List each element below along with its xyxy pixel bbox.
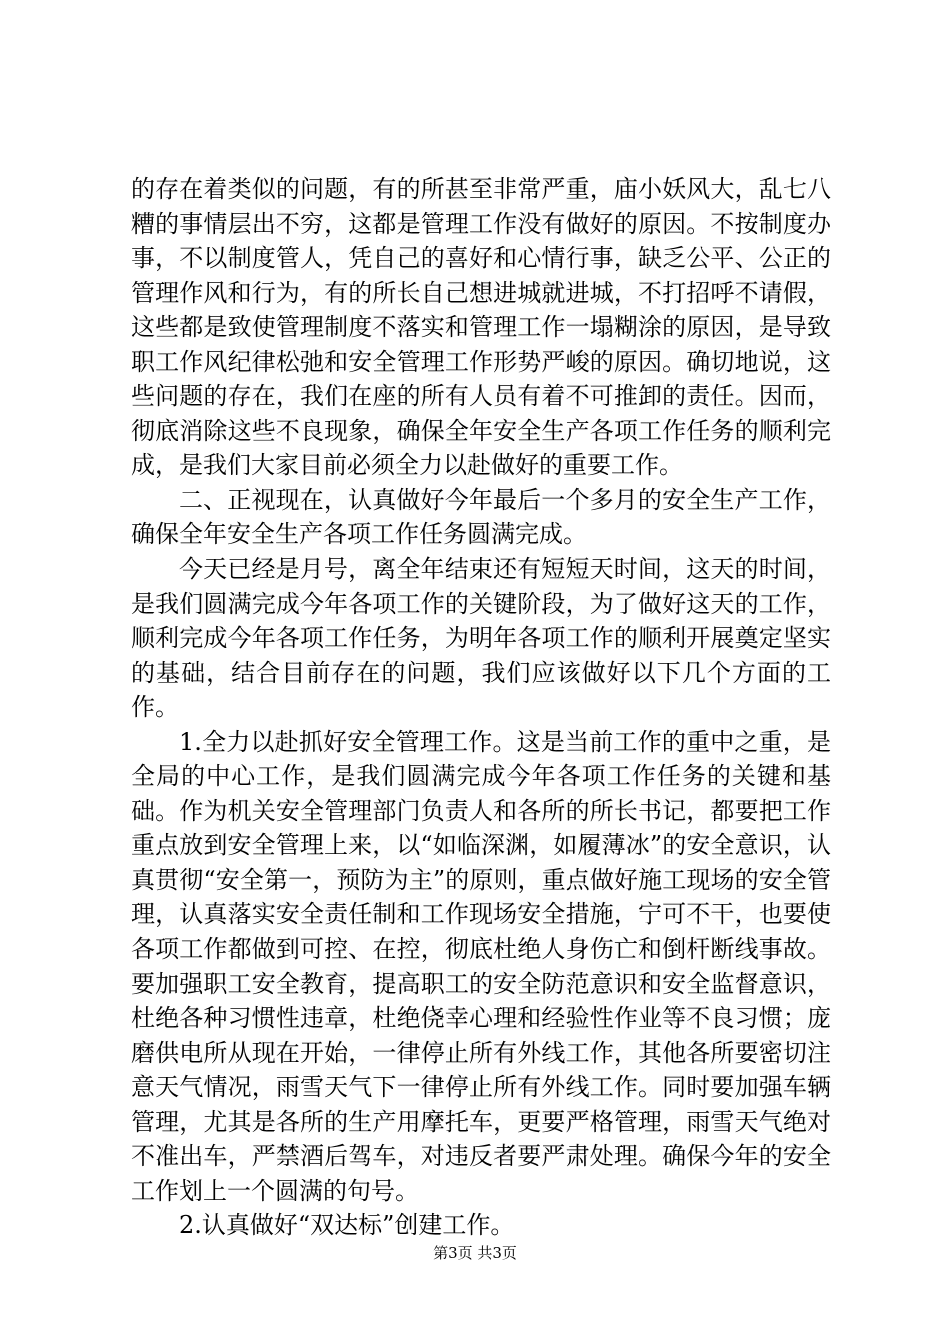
paragraph-item-2: 2.认真做好“双达标”创建工作。 xyxy=(179,1211,515,1240)
document-body xyxy=(131,172,831,1243)
paragraph-continuation: 的存在着类似的问题，有的所甚至非常严重，庙小妖风大，乱七八糟的事情层出不穷，这都是管理工作没有做好的原因。不按制度办事，不以制度管人，凭自己的喜好和心情行事，缺乏公平、公正的管理作风和行为，有的所长自己想进城就进城，不打招呼不请假，这些都是致使管理制度不落实和管理工作一塌糊涂的原因，是导致职工作风纪律松弛和安全管理工作形势严峻的原因。确切地说，这些问题的存在，我们在座的所有人员有着不可推卸的责任。因而，彻底消除这些不良现象，确保全年安全生产各项工作任务的顺利完成，是我们大家目前必须全力以赴做好的重要工作。 xyxy=(131,175,831,480)
page-footer: 第3页 共3页 xyxy=(433,1244,517,1262)
paragraph-intro: 今天已经是月号，离全年结束还有短短天时间，这天的时间，是我们圆满完成今年各项工作的关键阶段，为了做好这天的工作，顺利完成今年各项工作任务，为明年各项工作的顺利开展奠定坚实的基础，结合目前存在的问题，我们应该做好以下几个方面的工作。 xyxy=(131,555,831,722)
paragraph-item-1: 1.全力以赴抓好安全管理工作。这是当前工作的重中之重，是全局的中心工作，是我们圆满完成今年各项工作任务的关键和基础。作为机关安全管理部门负责人和各所的所长书记，都要把工作重点放到安全管理上来，以“如临深渊，如履薄冰”的安全意识，认真贯彻“安全第一，预防为主”的原则，重点做好施工现场的安全管理，认真落实安全责任制和工作现场安全措施，宁可不干，也要使各项工作都做到可控、在控，彻底杜绝人身伤亡和倒杆断线事故。要加强职工安全教育，提高职工的安全防范意识和安全监督意识，杜绝各种习惯性违章，杜绝侥幸心理和经验性作业等不良习惯；庞磨供电所从现在开始，一律停止所有外线工作，其他各所要密切注意天气情况，雨雪天气下一律停止所有外线工作。同时要加强车辆管理，尤其是各所的生产用摩托车，更要严格管理，雨雪天气绝对不准出车，严禁酒后驾车，对违反者要严肃处理。确保今年的安全工作划上一个圆满的句号。 xyxy=(131,727,831,1205)
paragraph-section-heading: 二、正视现在，认真做好今年最后一个多月的安全生产工作，确保全年安全生产各项工作任务圆满完成。 xyxy=(131,485,831,549)
